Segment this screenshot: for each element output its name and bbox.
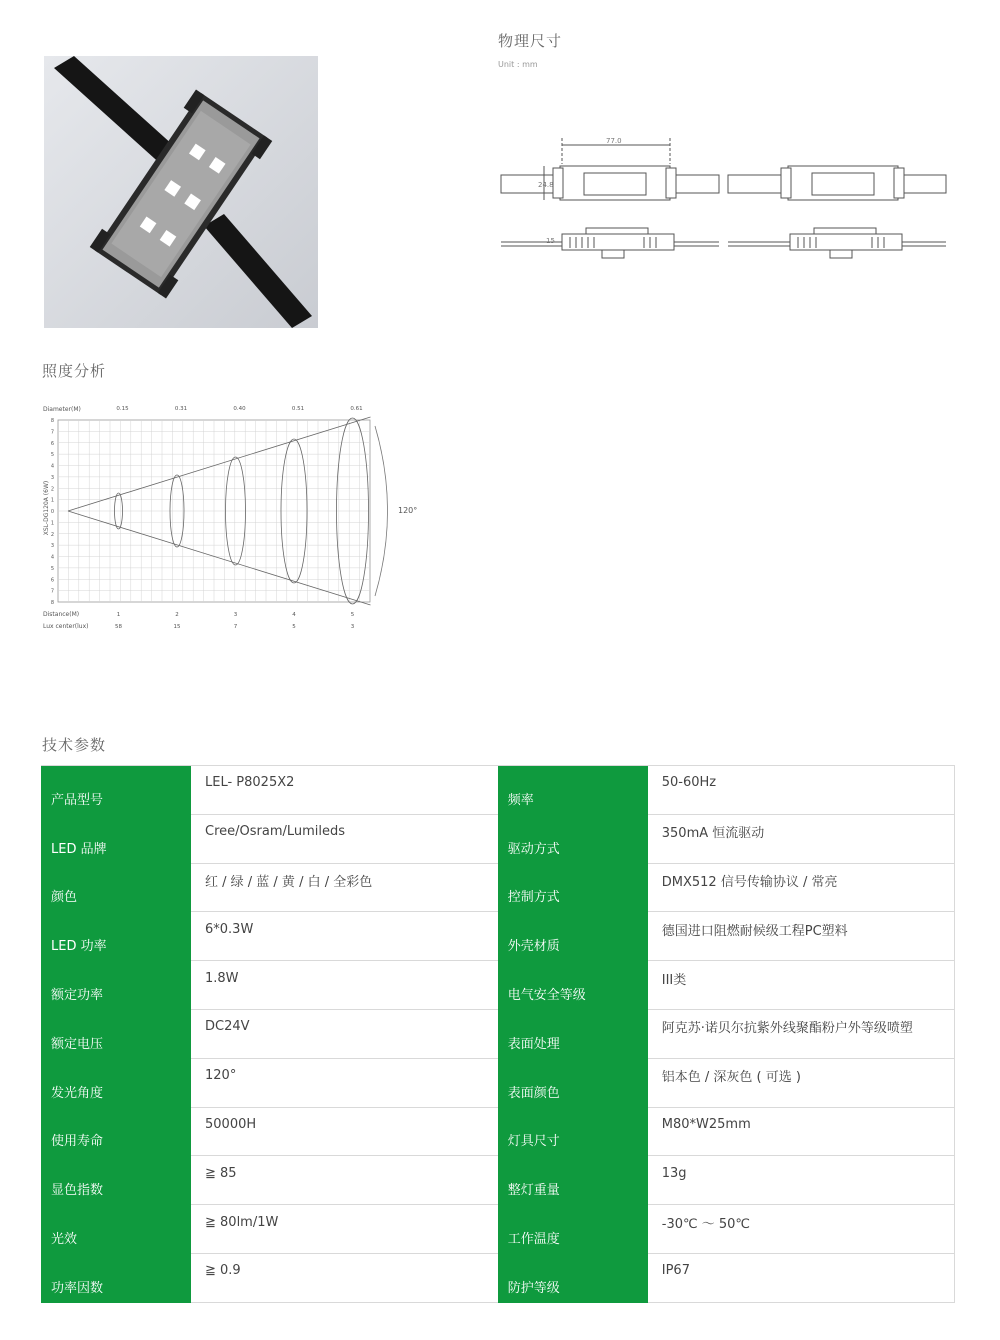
y-tick-label: 1 xyxy=(50,497,54,504)
spec-row xyxy=(41,1156,955,1205)
y-tick-label: 7 xyxy=(50,588,54,595)
left-axis-label: XSL-DG120A (6W) xyxy=(43,480,50,536)
y-tick-label: 2 xyxy=(50,531,54,538)
y-tick-label: 0 xyxy=(50,509,54,515)
spec-label: 光效 xyxy=(41,1205,191,1254)
spec-label: 发光角度 xyxy=(41,1058,191,1107)
distance-tick-label: 2 xyxy=(175,612,179,618)
diameter-label: Diameter(M) xyxy=(43,406,81,413)
spec-value: ≧ 80lm/1W xyxy=(191,1205,498,1254)
lux-center-label: Lux center(lux) xyxy=(43,623,89,630)
spec-value: Cree/Osram/Lumileds xyxy=(191,814,498,863)
illumination-grid xyxy=(58,420,370,602)
y-tick-label: 3 xyxy=(50,474,54,481)
spec-row xyxy=(41,1107,955,1156)
spec-label: LED 功率 xyxy=(41,912,191,961)
spec-row xyxy=(41,1009,955,1058)
spec-value: 50000H xyxy=(191,1107,498,1156)
y-tick-label: 5 xyxy=(50,565,54,572)
spec-label: 驱动方式 xyxy=(498,814,648,863)
distance-label: Distance(M) xyxy=(43,611,80,618)
spec-value: III类 xyxy=(648,961,955,1010)
illumination-title: 照度分析 xyxy=(42,362,107,380)
spec-value: ≧ 0.9 xyxy=(191,1253,498,1302)
y-tick-label: 7 xyxy=(50,429,54,436)
y-tick-label: 4 xyxy=(50,554,54,561)
spec-label: 表面颜色 xyxy=(498,1058,648,1107)
distance-tick-label: 5 xyxy=(350,612,355,618)
y-tick-label: 8 xyxy=(50,418,54,424)
dim-height-label: 15 xyxy=(546,237,555,245)
spec-value: 红 / 绿 / 蓝 / 黄 / 白 / 全彩色 xyxy=(191,863,498,912)
spec-value: 铝本色 / 深灰色 ( 可选 ) xyxy=(648,1058,955,1107)
beam-angle-label: 120° xyxy=(398,506,418,515)
spec-value: 6*0.3W xyxy=(191,912,498,961)
spec-row xyxy=(41,912,955,961)
dimension-drawing xyxy=(498,130,953,265)
spec-value: DMX512 信号传输协议 / 常亮 xyxy=(648,863,955,912)
diameter-tick-label: 0.31 xyxy=(174,406,188,412)
spec-label: 防护等级 xyxy=(498,1253,648,1302)
distance-tick-label: 4 xyxy=(292,612,296,618)
spec-value: 1.8W xyxy=(191,961,498,1010)
physical-size-title: 物理尺寸 xyxy=(498,32,563,50)
spec-row xyxy=(41,1058,955,1107)
spec-row xyxy=(41,766,955,815)
spec-value: LEL- P8025X2 xyxy=(191,766,498,815)
spec-value: 阿克苏·诺贝尔抗紫外线聚酯粉户外等级喷塑 xyxy=(648,1009,955,1058)
spec-value: 德国进口阻燃耐候级工程PC塑料 xyxy=(648,912,955,961)
y-tick-label: 5 xyxy=(50,452,54,459)
dim-length-label: 77.0 xyxy=(606,137,622,145)
unit-label: Unit : mm xyxy=(498,60,538,69)
spec-label: 额定功率 xyxy=(41,961,191,1010)
spec-table xyxy=(41,765,955,1303)
spec-label: LED 品牌 xyxy=(41,814,191,863)
spec-label: 功率因数 xyxy=(41,1253,191,1302)
beam-edge-top xyxy=(68,417,371,511)
spec-value: IP67 xyxy=(648,1253,955,1302)
spec-label: 显色指数 xyxy=(41,1156,191,1205)
spec-label: 表面处理 xyxy=(498,1009,648,1058)
lux-value-label: 58 xyxy=(115,624,122,630)
lux-value-label: 5 xyxy=(292,624,296,630)
product-image xyxy=(44,56,318,328)
spec-value: -30℃ ～ 50℃ xyxy=(648,1205,955,1254)
spec-label: 电气安全等级 xyxy=(498,961,648,1010)
illumination-chart xyxy=(38,398,438,633)
dim-width-label: 24.8 xyxy=(538,181,554,189)
spec-label: 工作温度 xyxy=(498,1205,648,1254)
diameter-tick-label: 0.61 xyxy=(350,406,363,412)
y-tick-label: 2 xyxy=(50,486,54,493)
spec-row xyxy=(41,1253,955,1302)
spec-value: 50-60Hz xyxy=(648,766,955,815)
spec-value: 120° xyxy=(191,1058,498,1107)
spec-row xyxy=(41,961,955,1010)
spec-row xyxy=(41,863,955,912)
y-tick-label: 1 xyxy=(50,520,54,527)
spec-label: 整灯重量 xyxy=(498,1156,648,1205)
lux-value-label: 3 xyxy=(350,624,355,630)
diameter-tick-label: 0.40 xyxy=(233,406,246,412)
physical-size-section xyxy=(498,30,958,270)
diameter-tick-label: 0.15 xyxy=(116,406,129,412)
spec-label: 频率 xyxy=(498,766,648,815)
spec-label: 灯具尺寸 xyxy=(498,1107,648,1156)
y-tick-label: 3 xyxy=(50,543,54,550)
specs-title: 技术参数 xyxy=(42,736,107,754)
spec-label: 额定电压 xyxy=(41,1009,191,1058)
lux-value-label: 7 xyxy=(233,624,238,630)
distance-tick-label: 1 xyxy=(116,612,121,618)
lux-value-label: 15 xyxy=(173,624,181,630)
y-tick-label: 8 xyxy=(50,600,54,606)
spec-value: 13g xyxy=(648,1156,955,1205)
y-tick-label: 4 xyxy=(50,463,54,470)
spec-label: 产品型号 xyxy=(41,766,191,815)
diameter-tick-label: 0.51 xyxy=(291,406,305,412)
spec-value: M80*W25mm xyxy=(648,1107,955,1156)
spec-value: ≧ 85 xyxy=(191,1156,498,1205)
spec-label: 颜色 xyxy=(41,863,191,912)
spec-row xyxy=(41,1205,955,1254)
spec-value: 350mA 恒流驱动 xyxy=(648,814,955,863)
distance-tick-label: 3 xyxy=(233,612,238,618)
spec-row xyxy=(41,814,955,863)
spec-value: DC24V xyxy=(191,1009,498,1058)
y-tick-label: 6 xyxy=(50,440,54,447)
y-tick-label: 6 xyxy=(50,577,54,584)
beam-edge-bottom xyxy=(68,511,371,605)
spec-label: 使用寿命 xyxy=(41,1107,191,1156)
beam-angle-arc xyxy=(375,426,388,596)
spec-label: 外壳材质 xyxy=(498,912,648,961)
spec-label: 控制方式 xyxy=(498,863,648,912)
